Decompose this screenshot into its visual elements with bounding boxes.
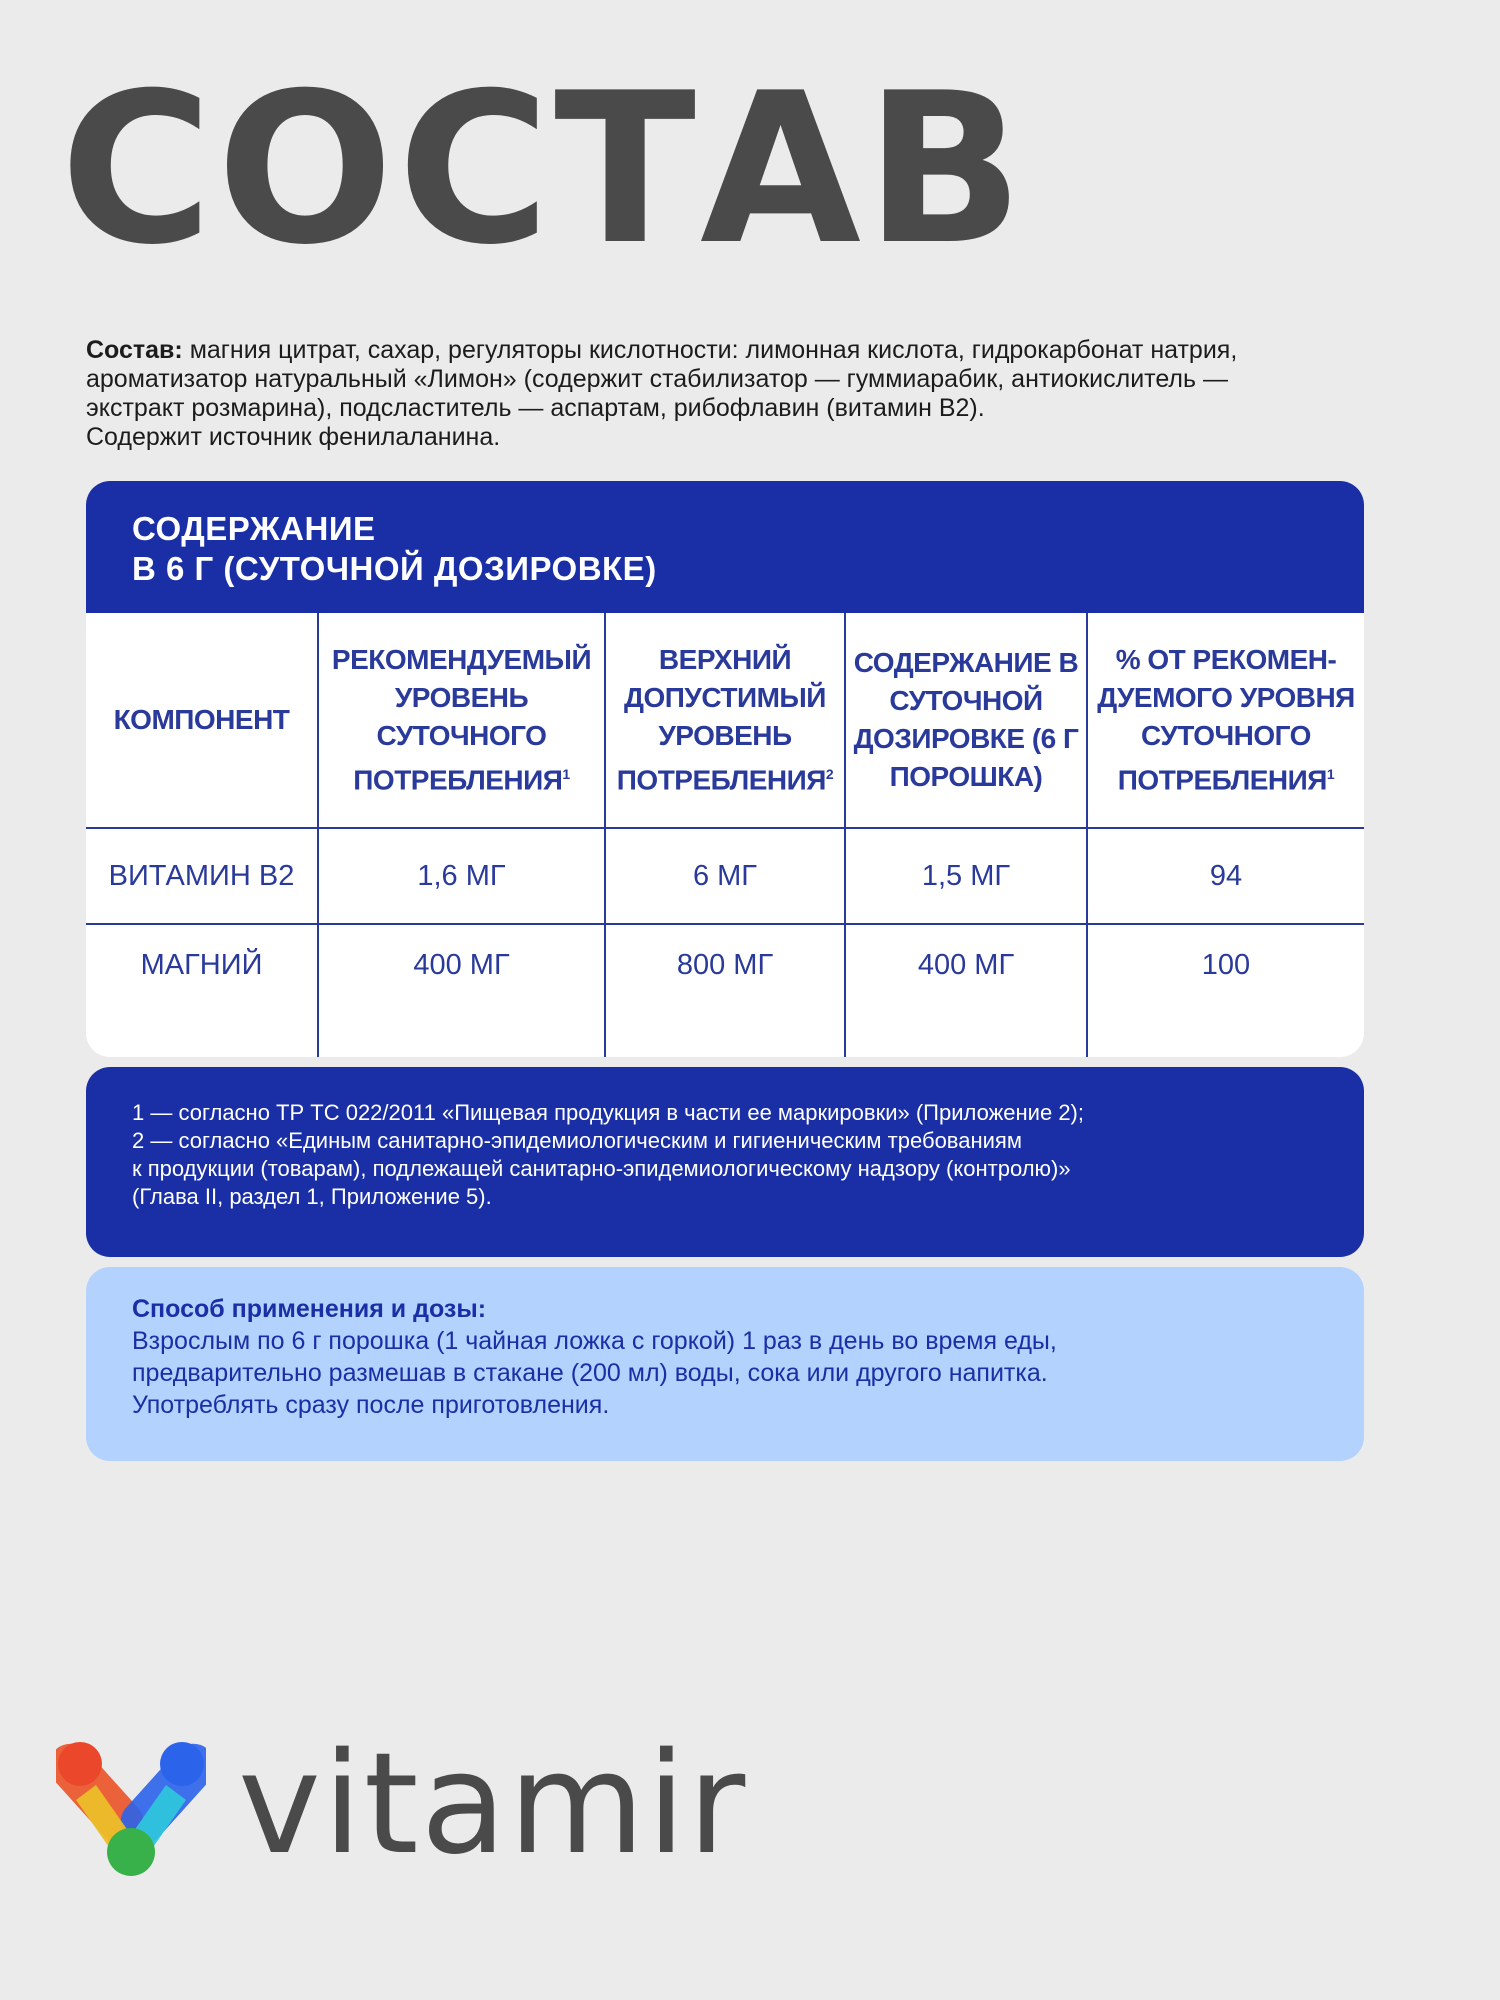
- page-title: СОСТАВ: [60, 49, 1028, 291]
- header-upper-limit: ВЕРХНИЙ ДОПУСТИМЫЙ УРОВЕНЬ ПОТРЕБЛЕНИЯ$^2$: [605, 613, 845, 828]
- usage-card: [86, 1267, 1364, 1461]
- header-content: СОДЕРЖАНИЕ В СУТОЧНОЙ ДОЗИРОВКЕ (6 Г ПОРОШКА): [845, 613, 1087, 828]
- cell-recommended: 1,6 МГ: [318, 828, 605, 924]
- footnote-line: (Глава II, раздел 1, Приложение 5).: [132, 1184, 492, 1209]
- cell-component: ВИТАМИН В2: [86, 828, 318, 924]
- cell-recommended: 400 МГ: [318, 924, 605, 1057]
- footnote-line: 1 — согласно ТР ТС 022/2011 «Пищевая продукция в части ее маркировки» (Приложение 2);: [132, 1100, 1084, 1125]
- cell-upper: 800 МГ: [605, 924, 845, 1057]
- usage-line: Употреблять сразу после приготовления.: [132, 1391, 610, 1419]
- cell-content: 400 МГ: [845, 924, 1087, 1057]
- cell-percent: 94: [1087, 828, 1364, 924]
- cell-percent: 100: [1087, 924, 1364, 1057]
- brand-name: vitamir: [238, 1723, 748, 1886]
- usage-line: предварительно размешав в стакане (200 мл) воды, сока или другого напитка.: [132, 1359, 1048, 1387]
- composition-line: магния цитрат, сахар, регуляторы кислотности: лимонная кислота, гидрокарбонат натрия,: [182, 336, 1238, 364]
- table-header-row: [86, 613, 1364, 828]
- table-row: [86, 924, 1364, 1057]
- cell-upper: 6 МГ: [605, 828, 845, 924]
- usage-line: Взрослым по 6 г порошка (1 чайная ложка с горкой) 1 раз в день во время еды,: [132, 1327, 1057, 1355]
- nutrition-table: [86, 613, 1364, 1057]
- cell-component: МАГНИЙ: [140, 949, 263, 981]
- composition-text: [86, 336, 1406, 452]
- table-title-line: В 6 Г (СУТОЧНОЙ ДОЗИРОВКЕ): [132, 550, 657, 587]
- composition-line: ароматизатор натуральный «Лимон» (содержит стабилизатор — гуммиарабик, антиокислитель —: [86, 365, 1228, 393]
- table-title-line: СОДЕРЖАНИЕ: [132, 510, 376, 547]
- vitamir-logo-icon: [56, 1740, 206, 1878]
- composition-line: Содержит источник фенилаланина.: [86, 423, 501, 451]
- usage-title: Способ применения и дозы:: [132, 1295, 487, 1323]
- header-component: КОМПОНЕНТ: [86, 613, 318, 828]
- table-title: [86, 481, 1364, 613]
- composition-label: Состав:: [86, 336, 183, 364]
- composition-line: экстракт розмарина), подсластитель — аспартам, рибофлавин (витамин В2).: [86, 394, 985, 422]
- table-row: [86, 828, 1364, 924]
- cell-content: 1,5 МГ: [845, 828, 1087, 924]
- footnote-line: 2 — согласно «Единым санитарно-эпидемиологическим и гигиеническим требованиям: [132, 1128, 1022, 1153]
- footnote-line: к продукции (товарам), подлежащей санитарно-эпидемиологическому надзору (контролю)»: [132, 1156, 1071, 1181]
- header-recommended: РЕКОМЕНДУЕМЫЙ УРОВЕНЬ СУТОЧНОГО ПОТРЕБЛЕНИЯ$^1$: [318, 613, 605, 828]
- header-percent: % ОТ РЕКОМЕН-ДУЕМОГО УРОВНЯ СУТОЧНОГО ПОТРЕБЛЕНИЯ$^1$: [1087, 613, 1364, 828]
- footnotes-card: [86, 1067, 1364, 1257]
- nutrition-table-card: [86, 481, 1364, 1057]
